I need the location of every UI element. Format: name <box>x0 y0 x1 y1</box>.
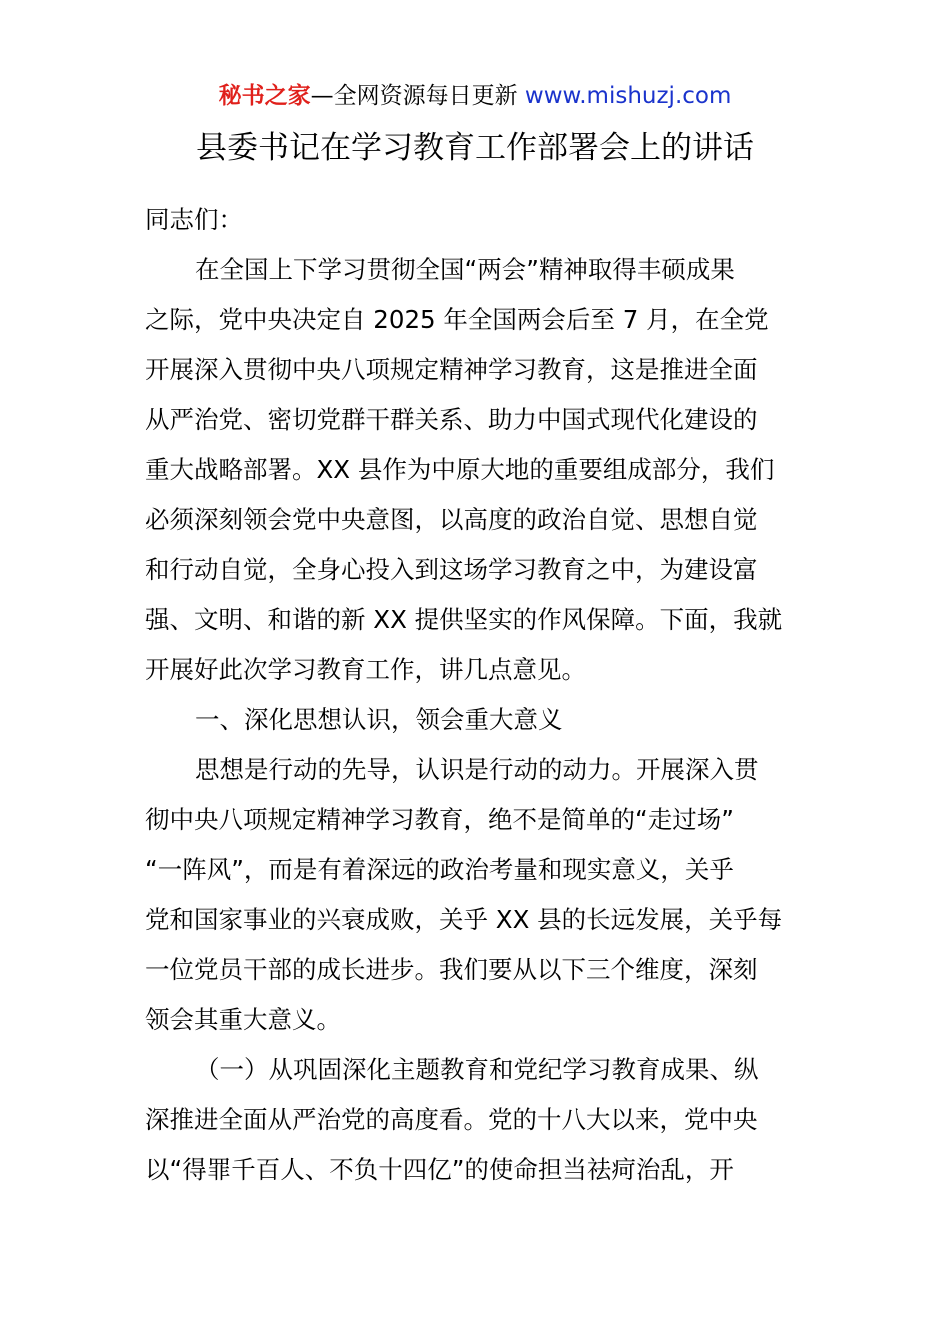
body-line: 之际，党中央决定自 2025 年全国两会后至 7 月，在全党 <box>145 305 769 334</box>
site-banner <box>0 80 950 112</box>
body-line: （一）从巩固深化主题教育和党纪学习教育成果、纵 <box>195 1055 759 1084</box>
banner-tagline: —全网资源每日更新 <box>310 83 518 109</box>
site-url[interactable]: www.mishuzj.com <box>524 83 732 109</box>
body-line: 从严治党、密切党群干群关系、助力中国式现代化建设的 <box>145 405 758 434</box>
body-line: 同志们： <box>145 205 243 234</box>
body-line: 党和国家事业的兴衰成败，关乎 XX 县的长远发展，关乎每 <box>145 905 783 934</box>
brand-name: 秘书之家 <box>218 83 311 109</box>
body-line: 一、深化思想认识，领会重大意义 <box>195 705 563 734</box>
body-line: 深推进全面从严治党的高度看。党的十八大以来，党中央 <box>145 1105 758 1134</box>
body-line: 思想是行动的先导，认识是行动的动力。开展深入贯 <box>195 755 759 784</box>
body-line: 重大战略部署。XX 县作为中原大地的重要组成部分，我们 <box>145 455 775 484</box>
document-title: 县委书记在学习教育工作部署会上的讲话 <box>196 130 754 166</box>
document-body <box>145 195 807 1195</box>
body-line: 在全国上下学习贯彻全国“两会”精神取得丰硕成果 <box>195 255 735 284</box>
body-line: 强、文明、和谐的新 XX 提供坚实的作风保障。下面，我就 <box>145 605 783 634</box>
body-line: “一阵风”，而是有着深远的政治考量和现实意义，关乎 <box>145 855 734 884</box>
body-line: 以“得罪千百人、不负十四亿”的使命担当祛疴治乱，开 <box>145 1155 734 1184</box>
body-line: 领会其重大意义。 <box>145 1005 341 1034</box>
body-line: 和行动自觉，全身心投入到这场学习教育之中，为建设富 <box>145 555 758 584</box>
body-line: 开展深入贯彻中央八项规定精神学习教育，这是推进全面 <box>145 355 758 384</box>
body-line: 必须深刻领会党中央意图，以高度的政治自觉、思想自觉 <box>145 505 758 534</box>
body-line: 开展好此次学习教育工作，讲几点意见。 <box>145 655 586 684</box>
body-line: 彻中央八项规定精神学习教育，绝不是简单的“走过场” <box>145 805 734 834</box>
body-line: 一位党员干部的成长进步。我们要从以下三个维度，深刻 <box>145 955 758 984</box>
